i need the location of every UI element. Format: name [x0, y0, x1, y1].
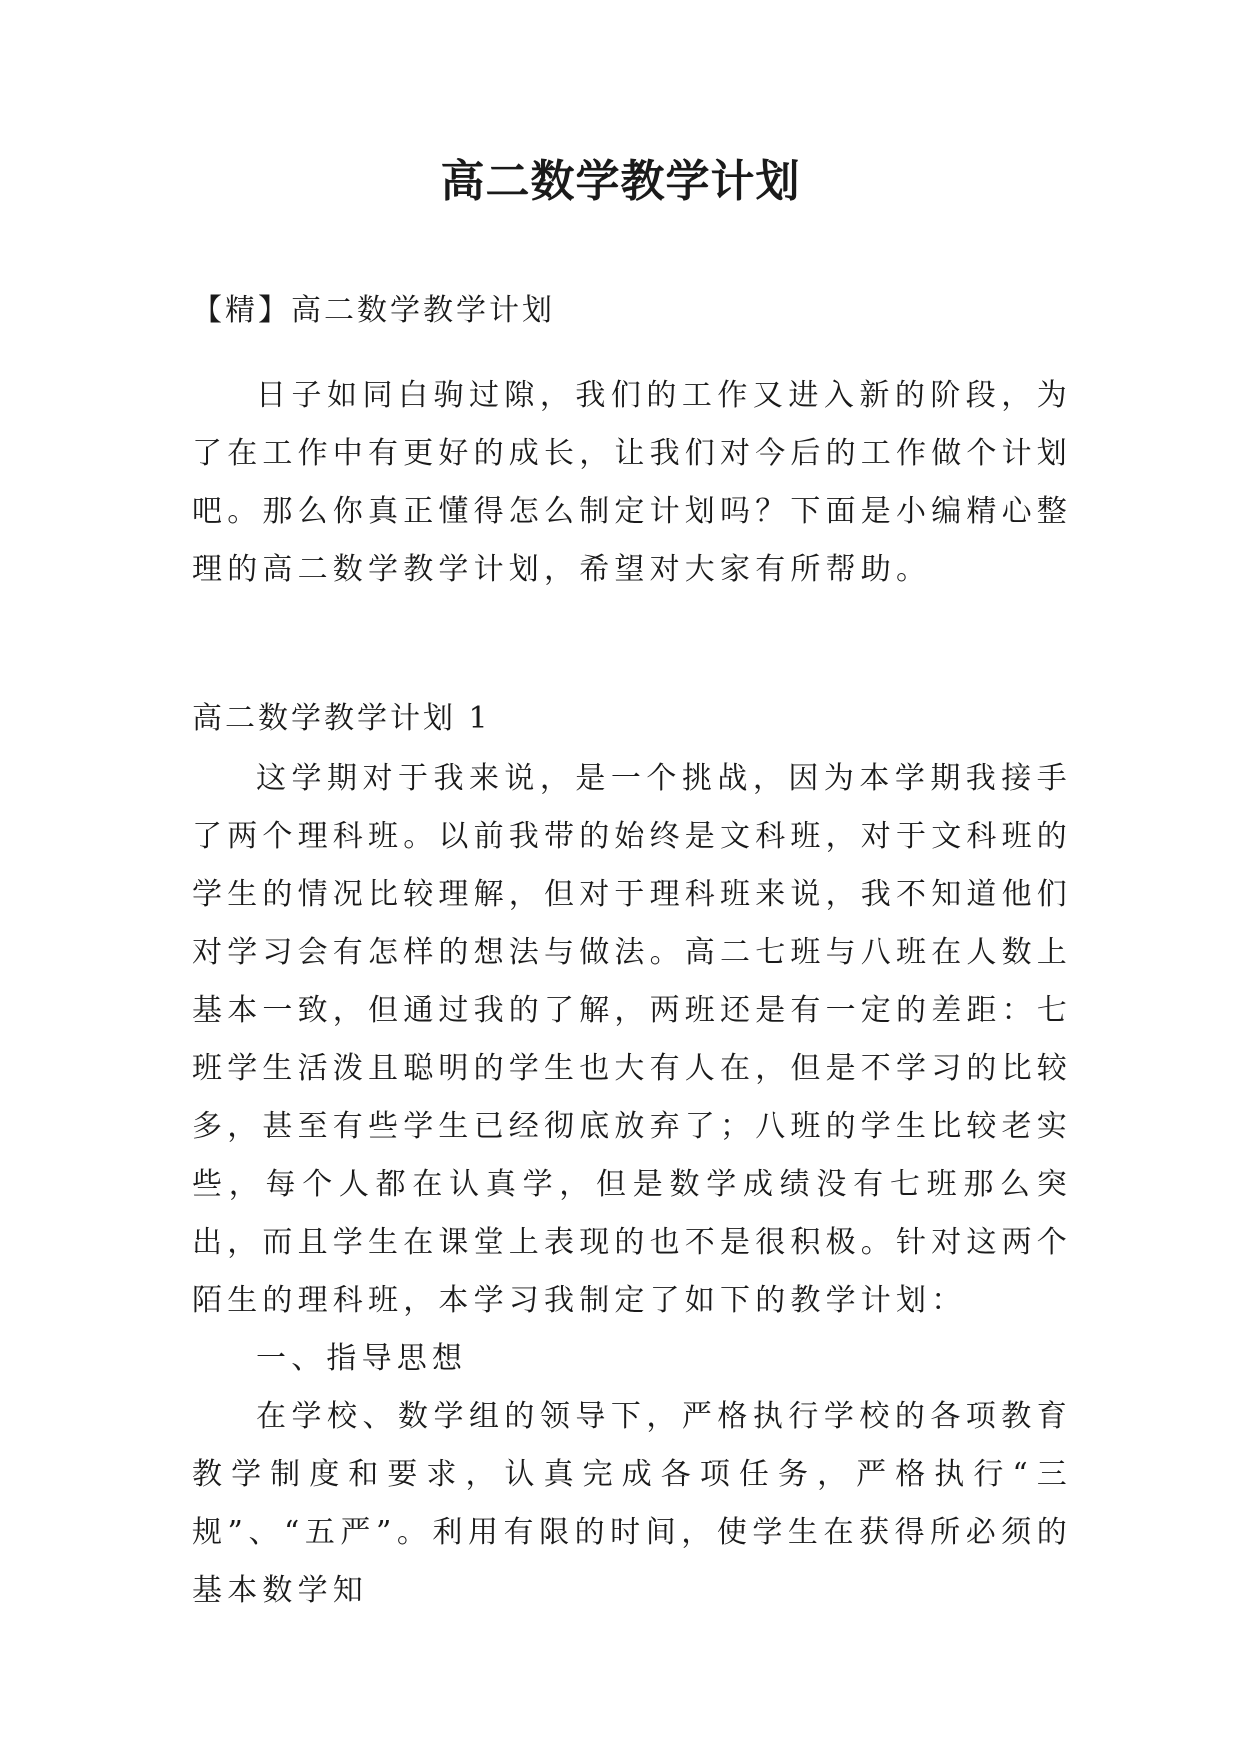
document-subtitle: 【精】高二数学教学计划 — [192, 293, 555, 328]
guiding-heading: 一、指导思想 — [256, 1341, 468, 1376]
section-body-paragraph: 这学期对于我来说，是一个挑战，因为本学期我接手了两个理科班。以前我带的始终是文科班，对于文科班的学生的情况比较理解，但对于理科班来说，我不知道他们对学习会有怎样的想法与做法。高二七班与八班在人数上基本一致，但通过我的了解，两班还是有一定的差距：七班学生活泼且聪明的学生也大有人在，但是不学习的比较多，甚至有些学生已经彻底放弃了；八班的学生比较老实些，每个人都在认真学，但是数学成绩没有七班那么突出，而且学生在课堂上表现的也不是很积极。针对这两个陌生的理科班，本学习我制定了如下的教学计划： — [192, 761, 1072, 1318]
intro-paragraph: 日子如同白驹过隙，我们的工作又进入新的阶段，为了在工作中有更好的成长，让我们对今后的工作做个计划吧。那么你真正懂得怎么制定计划吗？下面是小编精心整理的高二数学教学计划，希望对大家有所帮助。 — [192, 378, 1072, 587]
guiding-body-paragraph: 在学校、数学组的领导下，严格执行学校的各项教育教学制度和要求，认真完成各项任务，严格执行“三规”、“五严”。利用有限的时间，使学生在获得所必须的基本数学知 — [192, 1399, 1072, 1608]
section-heading: 高二数学教学计划 1 — [192, 701, 491, 736]
document-title: 高二数学教学计划 — [440, 156, 801, 207]
